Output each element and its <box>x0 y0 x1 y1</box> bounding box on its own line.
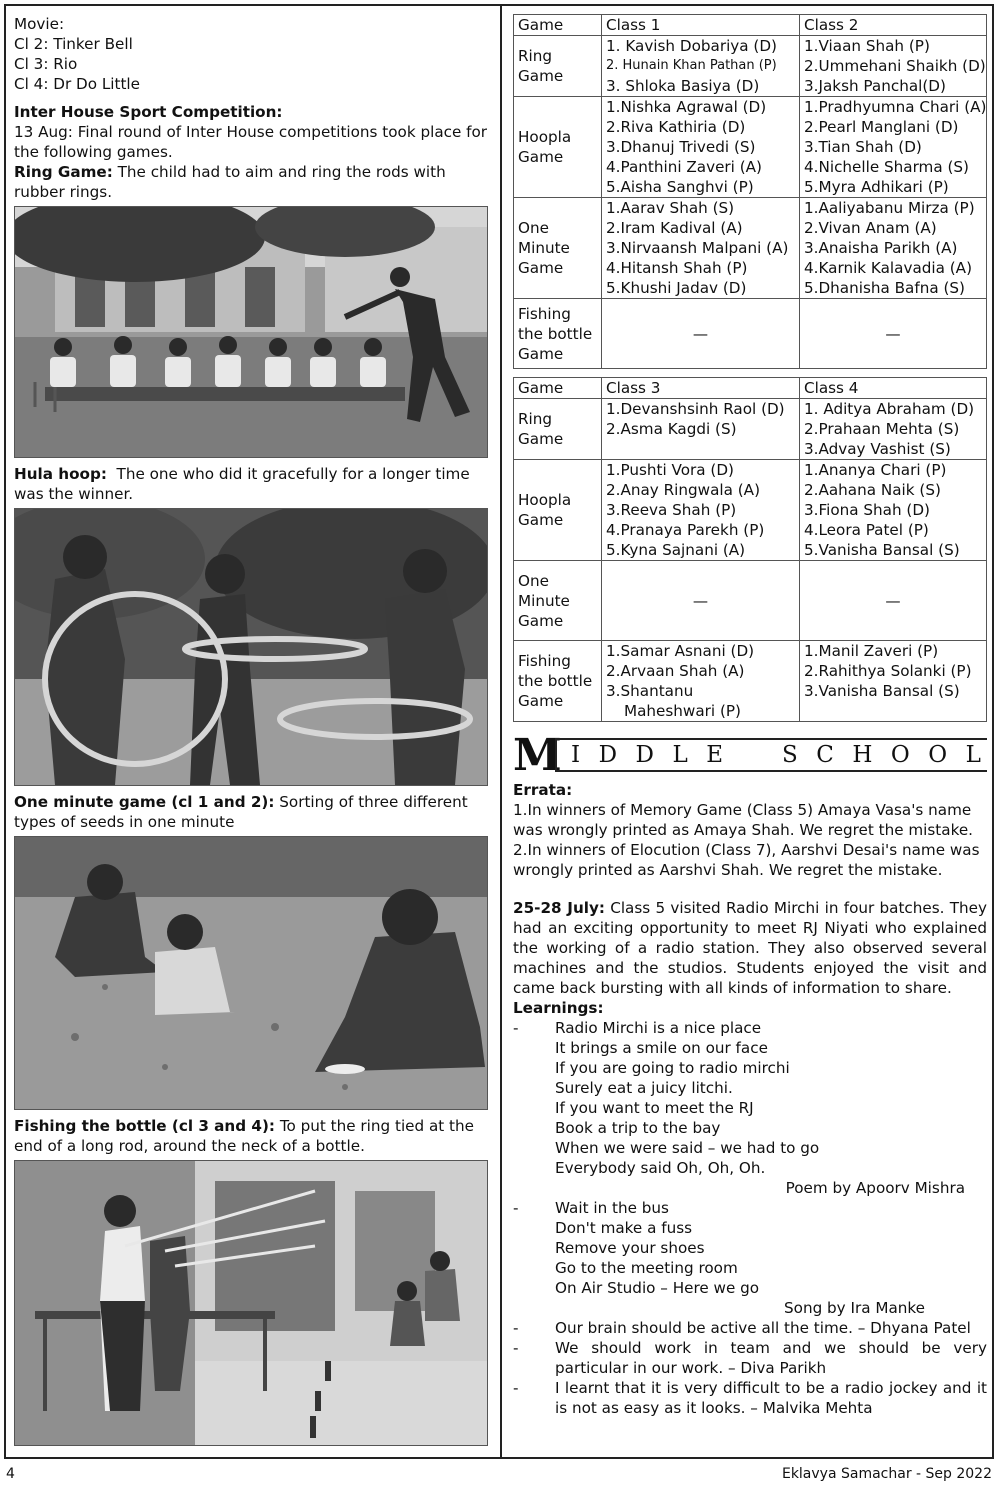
winner-entry: 3.Nirvaansh Malpani (A) <box>606 239 789 257</box>
winner-entry: 1.Samar Asnani (D) <box>606 642 755 660</box>
winner-entry: 3.Tian Shah (D) <box>804 138 922 156</box>
winner-entry: 2.Anay Ringwala (A) <box>606 481 760 499</box>
poem-line: Everybody said Oh, Oh, Oh. <box>555 1159 766 1177</box>
heading-letters <box>555 738 987 772</box>
heading-letter: L <box>672 742 688 768</box>
winners-cell <box>602 97 800 198</box>
winner-entry: 1.Nishka Agrawal (D) <box>606 98 767 116</box>
heading-letter: O <box>928 742 948 768</box>
winners-cell <box>602 36 800 97</box>
winners-cell <box>602 641 800 722</box>
winner-entry: 5.Khushi Jadav (D) <box>606 279 747 297</box>
table-row <box>514 399 987 460</box>
winner-entry: 1. Kavish Dobariya (D) <box>606 37 777 55</box>
learning-item <box>513 1018 987 1198</box>
winner-entry: 5.Vanisha Bansal (S) <box>804 541 960 559</box>
column-header: Class 3 <box>602 378 800 399</box>
poem-line: Remove your shoes <box>555 1239 705 1257</box>
game-name: Ring Game <box>514 36 602 97</box>
bullet-dash: - <box>513 1379 519 1397</box>
game-name: Ring Game <box>514 399 602 460</box>
winners-cell <box>800 641 987 722</box>
heading-letter: H <box>852 742 873 768</box>
table-header-row <box>514 15 987 36</box>
learning-text: I learnt that it is very difficult to be a radio jockey and it is not as easy as it looks. – Malvika Mehta <box>555 1379 987 1417</box>
one-minute-text: Sorting of three different types of seeds in one minute <box>14 793 468 831</box>
table-row <box>514 299 987 369</box>
poem-line: It brings a smile on our face <box>555 1039 768 1057</box>
winners-cell <box>800 198 987 299</box>
song-credit: Song by Ira Manke <box>784 1299 925 1317</box>
poem-credit: Poem by Apoorv Mishra <box>785 1179 965 1197</box>
fishing-photo <box>14 1160 488 1446</box>
learning-text: Our brain should be active all the time. – Dhyana Patel <box>555 1319 971 1337</box>
poem-line: If you are going to radio mirchi <box>555 1059 790 1077</box>
bullet-dash: - <box>513 1199 519 1217</box>
column-divider <box>500 4 502 1459</box>
winners-cell <box>602 198 800 299</box>
winners-cell <box>602 399 800 460</box>
winner-entry: 2.Asma Kagdi (S) <box>606 420 737 438</box>
column-header: Class 4 <box>800 378 987 399</box>
bullet-dash: - <box>513 1339 519 1357</box>
game-name: One Minute Game <box>514 561 602 641</box>
hula-hoop-text: The one who did it gracefully for a longer time was the winner. <box>14 465 470 503</box>
winner-entry: 4.Hitansh Shah (P) <box>606 259 748 277</box>
heading-letter: S <box>781 742 798 768</box>
game-name: One Minute Game <box>514 198 602 299</box>
bullet-dash: - <box>513 1319 519 1337</box>
game-name: Hoopla Game <box>514 460 602 561</box>
winner-entry: 1.Ananya Chari (P) <box>804 461 947 479</box>
results-table-class-1-2 <box>513 14 987 369</box>
heading-letter: E <box>706 742 724 768</box>
column-header: Class 2 <box>800 15 987 36</box>
winner-entry: 4.Leora Patel (P) <box>804 521 929 539</box>
learnings-title: Learnings: <box>513 999 604 1017</box>
winner-entry: 5.Kyna Sajnani (A) <box>606 541 746 559</box>
winner-entry: 2. Hunain Khan Pathan (P) <box>606 58 777 73</box>
poem-line: When we were said – we had to go <box>555 1139 820 1157</box>
table-row <box>514 460 987 561</box>
learning-item <box>513 1378 987 1418</box>
errata-item: 2.In winners of Elocution (Class 7), Aarshvi Desai's name was wrongly printed as Aarshvi Shah. We regret the mistake. <box>513 841 980 879</box>
winners-cell <box>800 399 987 460</box>
heading-initial: M <box>513 730 562 781</box>
winner-entry: 2.Aahana Naik (S) <box>804 481 941 499</box>
poem-line: If you want to meet the RJ <box>555 1099 754 1117</box>
winner-entry: 3.Jaksh Panchal(D) <box>804 77 946 95</box>
table-row <box>514 97 987 198</box>
winner-entry: 3.Fiona Shah (D) <box>804 501 930 519</box>
game-name: Hoopla Game <box>514 97 602 198</box>
table-header-row <box>514 378 987 399</box>
winner-entry: 2.Prahaan Mehta (S) <box>804 420 960 438</box>
winner-entry: 2.Iram Kadival (A) <box>606 219 743 237</box>
results-table-class-3-4 <box>513 377 987 722</box>
fishing-text: To put the ring tied at the end of a long rod, around the neck of a bottle. <box>14 1117 474 1155</box>
winner-entry: 2.Rahithya Solanki (P) <box>804 662 972 680</box>
ring-game-photo <box>14 206 488 458</box>
one-minute-desc <box>14 792 488 832</box>
winner-entry: 1. Aditya Abraham (D) <box>804 400 975 418</box>
winners-cell <box>800 36 987 97</box>
poem-line: Radio Mirchi is a nice place <box>555 1019 762 1037</box>
left-column <box>14 14 488 1452</box>
heading-letter: O <box>890 742 910 768</box>
poem-line: Don't make a fuss <box>555 1219 693 1237</box>
column-header: Class 1 <box>602 15 800 36</box>
page-number: 4 <box>6 1466 15 1482</box>
winner-entry: 1.Manil Zaveri (P) <box>804 642 939 660</box>
winner-entry: 3.Anaisha Parikh (A) <box>804 239 958 257</box>
winner-entry: 4.Panthini Zaveri (A) <box>606 158 762 176</box>
winner-entry: 1.Aaliyabanu Mirza (P) <box>804 199 975 217</box>
hula-hoop-label: Hula hoop: <box>14 465 107 483</box>
learning-item <box>513 1198 987 1318</box>
ring-game-label: Ring Game: <box>14 163 113 181</box>
learning-text: We should work in team and we should be very particular in our work. – Diva Parikh <box>555 1339 987 1377</box>
winner-entry: 1.Aarav Shah (S) <box>606 199 735 217</box>
winner-entry: 2.Riva Kathiria (D) <box>606 118 746 136</box>
heading-letter: I <box>571 742 581 768</box>
winner-entry: 2.Vivan Anam (A) <box>804 219 937 237</box>
winner-entry: 2.Pearl Manglani (D) <box>804 118 959 136</box>
winners-cell <box>800 97 987 198</box>
ring-game-desc <box>14 162 488 202</box>
winner-entry: 4.Pranaya Parekh (P) <box>606 521 765 539</box>
poem-line: Surely eat a juicy litchi. <box>555 1079 733 1097</box>
sport-intro: 13 Aug: Final round of Inter House competitions took place for the following games. <box>14 123 488 161</box>
learning-item <box>513 1318 987 1338</box>
radio-visit-paragraph <box>513 898 987 998</box>
game-name: Fishing the bottle Game <box>514 299 602 369</box>
hula-hoop-desc <box>14 464 488 504</box>
winner-entry: 4.Nichelle Sharma (S) <box>804 158 969 176</box>
table-row <box>514 198 987 299</box>
winner-entry: 1.Pradhyumna Chari (A) <box>804 98 987 116</box>
publication-footer: Eklavya Samachar - Sep 2022 <box>781 1466 992 1482</box>
visit-text: Class 5 visited Radio Mirchi in four batches. They had an exciting opportunity to meet RJ Niyati who explained the working of a radio station. They also observed several machines and the studios. Students enjoyed the visit and came back bursting with all kinds of information to share. <box>513 899 987 997</box>
winner-entry: 3.Shantanu <box>606 682 694 700</box>
game-name: Fishing the bottle Game <box>514 641 602 722</box>
poem-line: Wait in the bus <box>555 1199 669 1217</box>
poem-line: Go to the meeting room <box>555 1259 738 1277</box>
winner-entry: 1.Devanshsinh Raol (D) <box>606 400 785 418</box>
movie-line: Cl 3: Rio <box>14 55 78 73</box>
empty-dash: — <box>602 299 800 369</box>
winner-entry: 4.Karnik Kalavadia (A) <box>804 259 972 277</box>
one-minute-label: One minute game (cl 1 and 2): <box>14 793 275 811</box>
winner-entry: 5.Myra Adhikari (P) <box>804 178 949 196</box>
ring-game-text: The child had to aim and ring the rods with rubber rings. <box>14 163 446 201</box>
middle-school-heading <box>513 730 987 781</box>
winner-entry: 2.Ummehani Shaikh (D) <box>804 57 986 75</box>
winner-entry: 1.Pushti Vora (D) <box>606 461 734 479</box>
winner-entry: 5.Dhanisha Bafna (S) <box>804 279 965 297</box>
table-row <box>514 561 987 641</box>
movie-title: Movie: <box>14 15 65 33</box>
column-header: Game <box>514 15 602 36</box>
winners-cell <box>800 460 987 561</box>
heading-letter: L <box>965 742 981 768</box>
winner-entry: 3.Reeva Shah (P) <box>606 501 737 519</box>
winner-entry: 5.Aisha Sanghvi (P) <box>606 178 754 196</box>
heading-letter: D <box>598 742 618 768</box>
learning-item <box>513 1338 987 1378</box>
empty-dash: — <box>602 561 800 641</box>
bullet-dash: - <box>513 1019 519 1037</box>
visit-date: 25-28 July: <box>513 899 605 917</box>
fishing-label: Fishing the bottle (cl 3 and 4): <box>14 1117 275 1135</box>
empty-dash: — <box>800 299 987 369</box>
one-minute-photo <box>14 836 488 1110</box>
winner-entry: 3.Dhanuj Trivedi (S) <box>606 138 756 156</box>
winner-entry: 2.Arvaan Shah (A) <box>606 662 745 680</box>
movie-line: Cl 4: Dr Do Little <box>14 75 140 93</box>
heading-letter: D <box>635 742 654 768</box>
winner-entry: Maheshwari (P) <box>624 702 741 720</box>
heading-letter: C <box>816 742 834 768</box>
fishing-desc <box>14 1116 488 1156</box>
table-row <box>514 641 987 722</box>
column-header: Game <box>514 378 602 399</box>
hula-hoop-photo <box>14 508 488 786</box>
winner-entry: 1.Viaan Shah (P) <box>804 37 930 55</box>
winner-entry: 3.Vanisha Bansal (S) <box>804 682 960 700</box>
poem-line: Book a trip to the bay <box>555 1119 721 1137</box>
right-column <box>513 14 987 1418</box>
winner-entry: 3.Advay Vashist (S) <box>804 440 951 458</box>
movie-line: Cl 2: Tinker Bell <box>14 35 133 53</box>
winner-entry: 3. Shloka Basiya (D) <box>606 77 760 95</box>
poem-line: On Air Studio – Here we go <box>555 1279 760 1297</box>
winners-cell <box>602 460 800 561</box>
errata-title: Errata: <box>513 781 573 799</box>
table-row <box>514 36 987 97</box>
empty-dash: — <box>800 561 987 641</box>
errata-item: 1.In winners of Memory Game (Class 5) Amaya Vasa's name was wrongly printed as Amaya Shah. We regret the mistake. <box>513 801 973 839</box>
sport-heading: Inter House Sport Competition: <box>14 103 283 121</box>
